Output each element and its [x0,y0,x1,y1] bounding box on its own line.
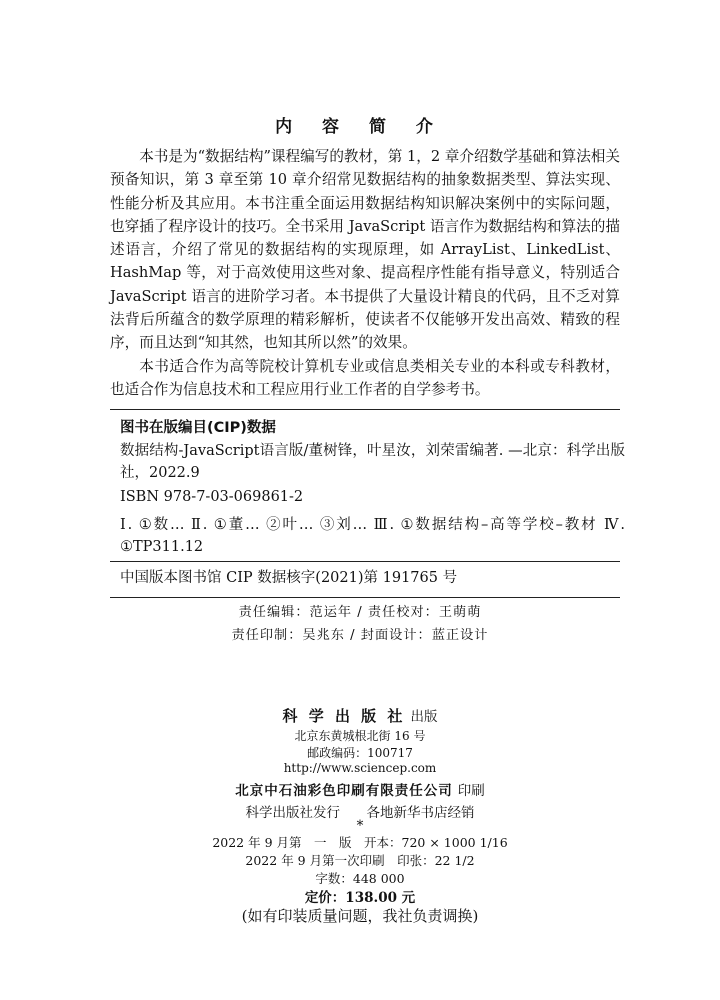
staff-production: 责任印制：吴兆东 / 封面设计：蓝正设计 [231,628,489,643]
cip-bottom-rule [110,597,620,598]
word-count: 字数：448 000 [315,871,405,886]
intro-paragraph-1: 本书是为“数据结构”课程编写的教材，第 1，2 章介绍数学基础和算法相关预备知识，第 3 章至第 10 章介绍常见数据结构的抽象数据类型、算法实现、性能分析及其应用。本书注重全面运用数据结构知识解决案例中的实际问题，也穿插了程序设计的技巧。全书采用 JavaScript 语言作为数据结构和算法的描述语言，介绍了常见的数据结构的实现原理，如 ArrayList、LinkedList、HashMap 等，对于高效使用这些对象、提高程序性能有指导意义，特别适合 JavaScript 语言的进阶学习者。本书提供了大量设计精良的代码，且不乏对算法背后所蕴含的数学原理的精彩解析，使读者不仅能够开发出高效、精致的程序，而且达到“知其然，也知其所以然”的效果。 [110,148,620,352]
printer-name: 北京中石油彩色印刷有限责任公司 [235,783,453,799]
cip-top-rule [110,409,620,410]
publisher-line [0,705,720,726]
publisher-postcode: 邮政编码：100717 [307,746,413,760]
quality-notice: (如有印装质量问题，我社负责调换) [241,907,479,925]
cip-heading: 图书在版编目(CIP)数据 [120,420,276,436]
seller: 各地新华书店经销 [366,805,475,821]
cip-catalog-entry: 数据结构-JavaScript语言版/董树锋，叶星汝，刘荣雷编著. —北京：科学出版社，2022.9 [120,443,625,481]
edition-info: 2022 年 9 月第 一 版 开本：720 × 1000 1/16 [212,835,508,850]
printer-line [0,779,720,799]
printing-info: 2022 年 9 月第一次印刷 印张：22 1/2 [245,853,475,868]
cip-isbn: ISBN 978-7-03-069861-2 [120,489,304,505]
publisher-action: 出版 [410,709,438,725]
intro-body [110,145,620,401]
intro-paragraph-2: 本书适合作为高等院校计算机专业或信息类相关专业的本科或专科教材，也适合作为信息技术和工程应用行业工作者的自学参考书。 [110,357,620,398]
cip-record-number: 中国版本图书馆 CIP 数据核字(2021)第 191765 号 [120,570,458,586]
separator-star: * [356,818,364,834]
staff-editors: 责任编辑：范运年 / 责任校对：王萌萌 [238,605,482,620]
cip-mid-rule [110,561,620,562]
printer-action: 印刷 [457,783,485,799]
publisher-url: http://www.sciencep.com [283,761,437,775]
publisher-address: 北京东黄城根北街 16 号 [294,729,426,743]
publisher-logo-text: 科 学 出 版 社 [282,707,406,725]
cip-classification: Ⅰ. ①数… Ⅱ. ①董… ②叶… ③刘… Ⅲ. ①数据结构–高等学校–教材 Ⅳ. ①TP311.12 [120,517,625,555]
price: 定价：138.00 元 [304,890,416,906]
distributor: 科学出版社发行 [245,805,340,821]
intro-title: 内 容 简 介 [275,117,445,137]
